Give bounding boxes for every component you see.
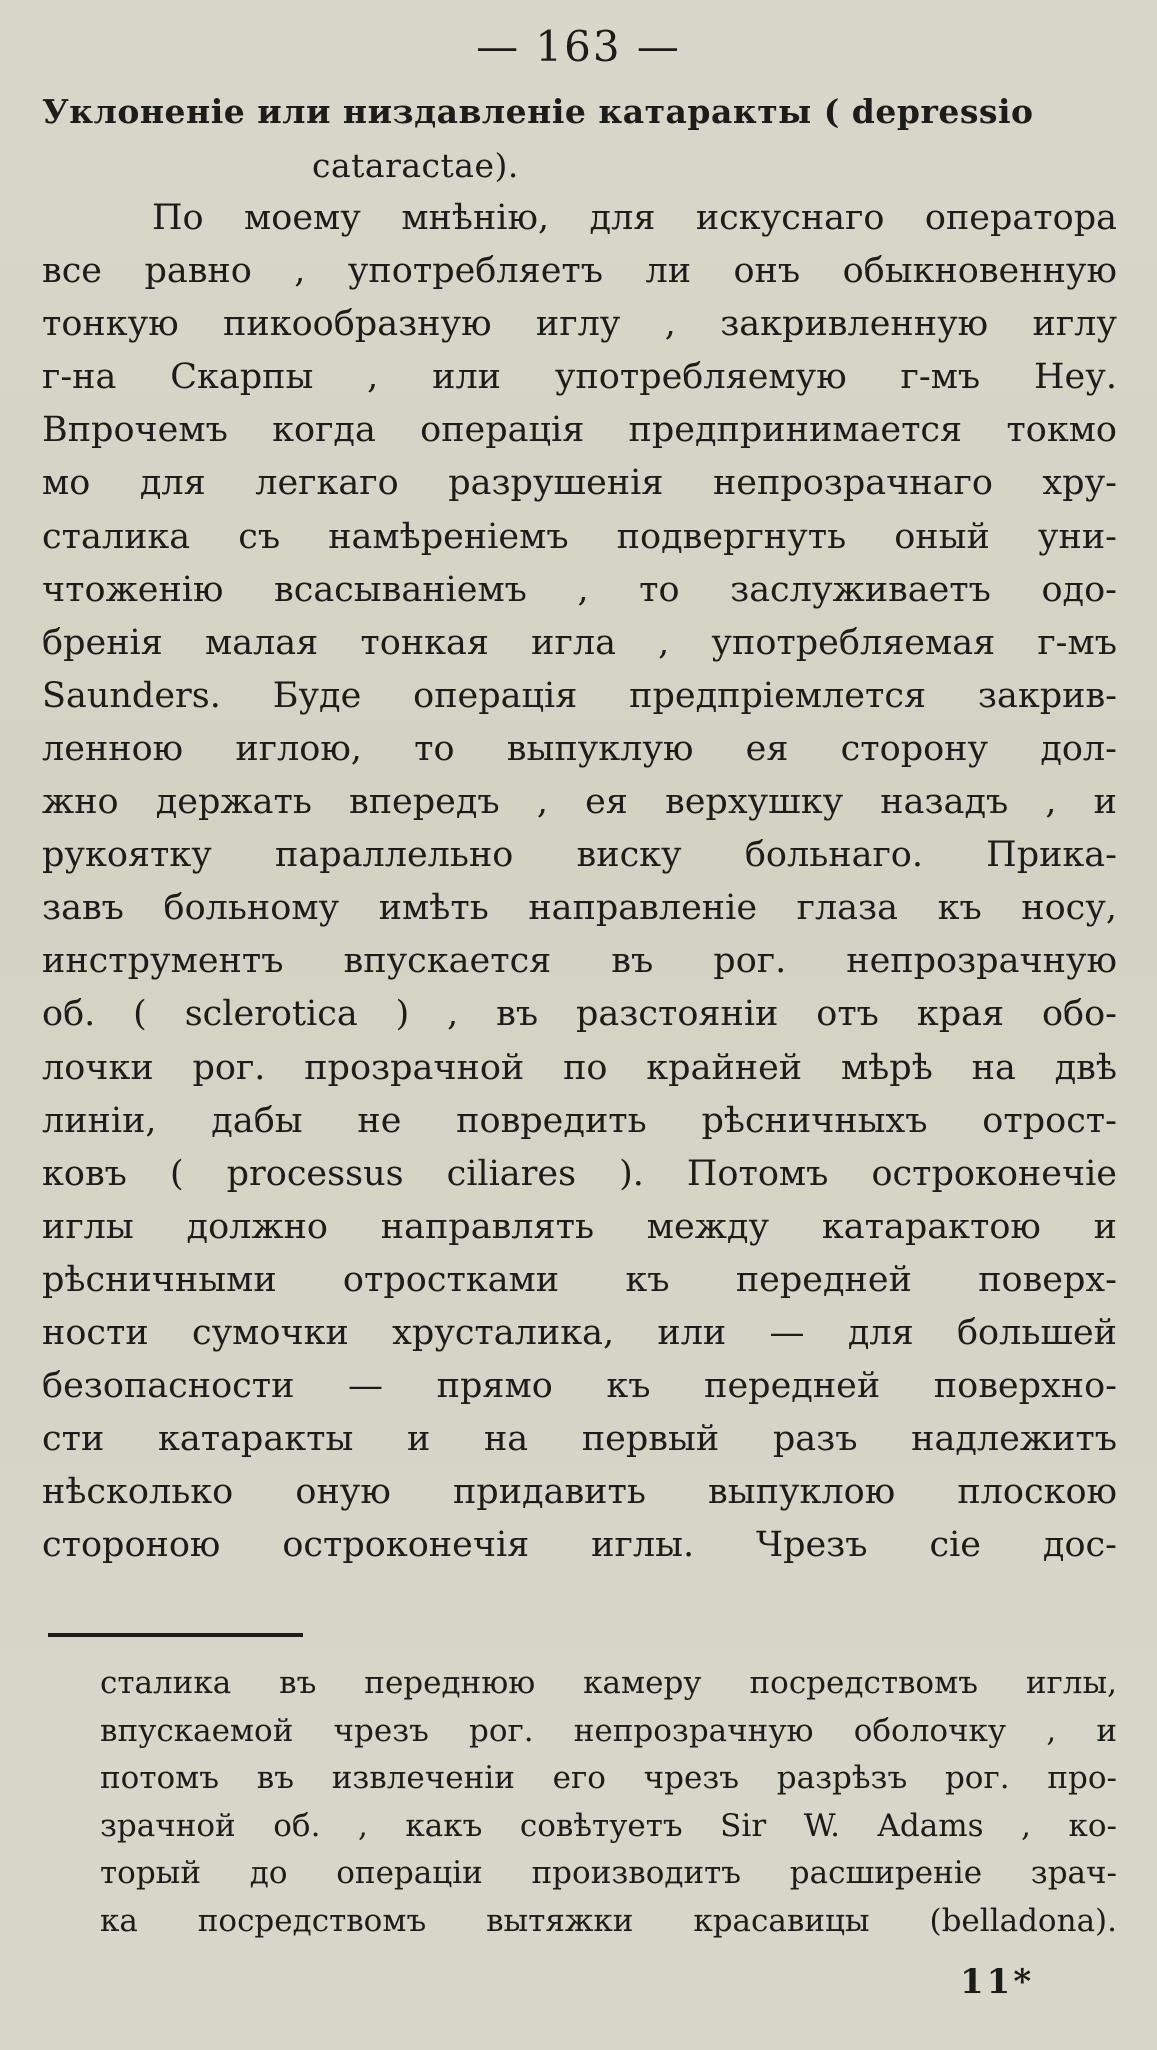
footnote-line: ка посредствомъ вытяжки красавицы (belladona). bbox=[100, 1902, 1117, 1939]
footnote-line: впускаемой чрезъ рог. непрозрачную оболочку , и bbox=[100, 1712, 1117, 1749]
body-line: По моему мнѣнію, для искуснаго оператора bbox=[152, 198, 1117, 238]
body-line: все равно , употребляетъ ли онъ обыкновенную bbox=[42, 251, 1117, 292]
body-line: завъ больному имѣть направленіе глаза къ носу, bbox=[42, 888, 1117, 929]
footnote-line: торый до операціи производитъ расширеніе зрач- bbox=[100, 1855, 1117, 1892]
body-line: рукоятку параллельно виску больнаго. Прика- bbox=[42, 835, 1117, 876]
body-line: иглы должно направлять между катарактою и bbox=[42, 1206, 1117, 1247]
body-line: об. ( sclerotica ) , въ разстояніи отъ края обо- bbox=[42, 994, 1117, 1035]
page-number: — 163 — bbox=[476, 22, 681, 71]
body-line: Впрочемъ когда операція предпринимается токмо bbox=[42, 410, 1117, 451]
body-line: лочки рог. прозрачной по крайней мѣрѣ на двѣ bbox=[42, 1047, 1117, 1088]
body-line: инструментъ впускается въ рог. непрозрачную bbox=[42, 941, 1117, 982]
body-text bbox=[42, 192, 1117, 1572]
body-line: линіи, дабы не повредить рѣсничныхъ отрост- bbox=[42, 1100, 1117, 1141]
body-line: рѣсничными отростками къ передней поверх- bbox=[42, 1259, 1117, 1300]
footnote-line: сталика въ переднюю камеру посредствомъ иглы, bbox=[100, 1665, 1117, 1701]
section-heading bbox=[42, 85, 1117, 193]
footnote-line: потомъ въ извлеченіи его чрезъ разрѣзъ рог. про- bbox=[100, 1760, 1117, 1797]
footnote-divider bbox=[48, 1633, 303, 1637]
body-line: чтоженію всасываніемъ , то заслуживаетъ одо- bbox=[42, 569, 1117, 610]
heading-line-2: cataractae). bbox=[312, 146, 519, 185]
body-line: ковъ ( processus ciliares ). Потомъ остроконечіе bbox=[42, 1153, 1117, 1194]
body-line: ленною иглою, то выпуклую ея сторону дол- bbox=[42, 728, 1117, 769]
body-line: г-на Скарпы , или употребляемую г-мъ Неу. bbox=[42, 357, 1117, 398]
footnote-line: зрачной об. , какъ совѣтуетъ Sir W. Adams , ко- bbox=[100, 1807, 1117, 1844]
signature-mark: 11* bbox=[960, 1962, 1035, 2002]
body-line: бренія малая тонкая игла , употребляемая г-мъ bbox=[42, 622, 1117, 663]
body-line: нѣсколько оную придавить выпуклою плоскою bbox=[42, 1472, 1117, 1513]
body-line: безопасности — прямо къ передней поверхно- bbox=[42, 1366, 1117, 1407]
body-line: жно держать впередъ , ея верхушку назадъ , и bbox=[42, 782, 1117, 823]
body-line: Saunders. Буде операція предпріемлется закрив- bbox=[42, 675, 1117, 716]
body-line: мо для легкаго разрушенія непрозрачнаго хру- bbox=[42, 463, 1117, 504]
footnote bbox=[100, 1660, 1117, 1946]
body-line: сталика съ намѣреніемъ подвергнуть оный уни- bbox=[42, 516, 1117, 557]
heading-line-1: Уклоненіе или низдавленіе катаракты ( depressio bbox=[42, 92, 1034, 131]
body-line: стороною остроконечія иглы. Чрезъ сіе дос- bbox=[42, 1525, 1117, 1566]
body-line: ности сумочки хрусталика, или — для большей bbox=[42, 1312, 1117, 1353]
body-line: тонкую пикообразную иглу , закривленную иглу bbox=[42, 304, 1117, 345]
body-line: сти катаракты и на первый разъ надлежитъ bbox=[42, 1419, 1117, 1460]
